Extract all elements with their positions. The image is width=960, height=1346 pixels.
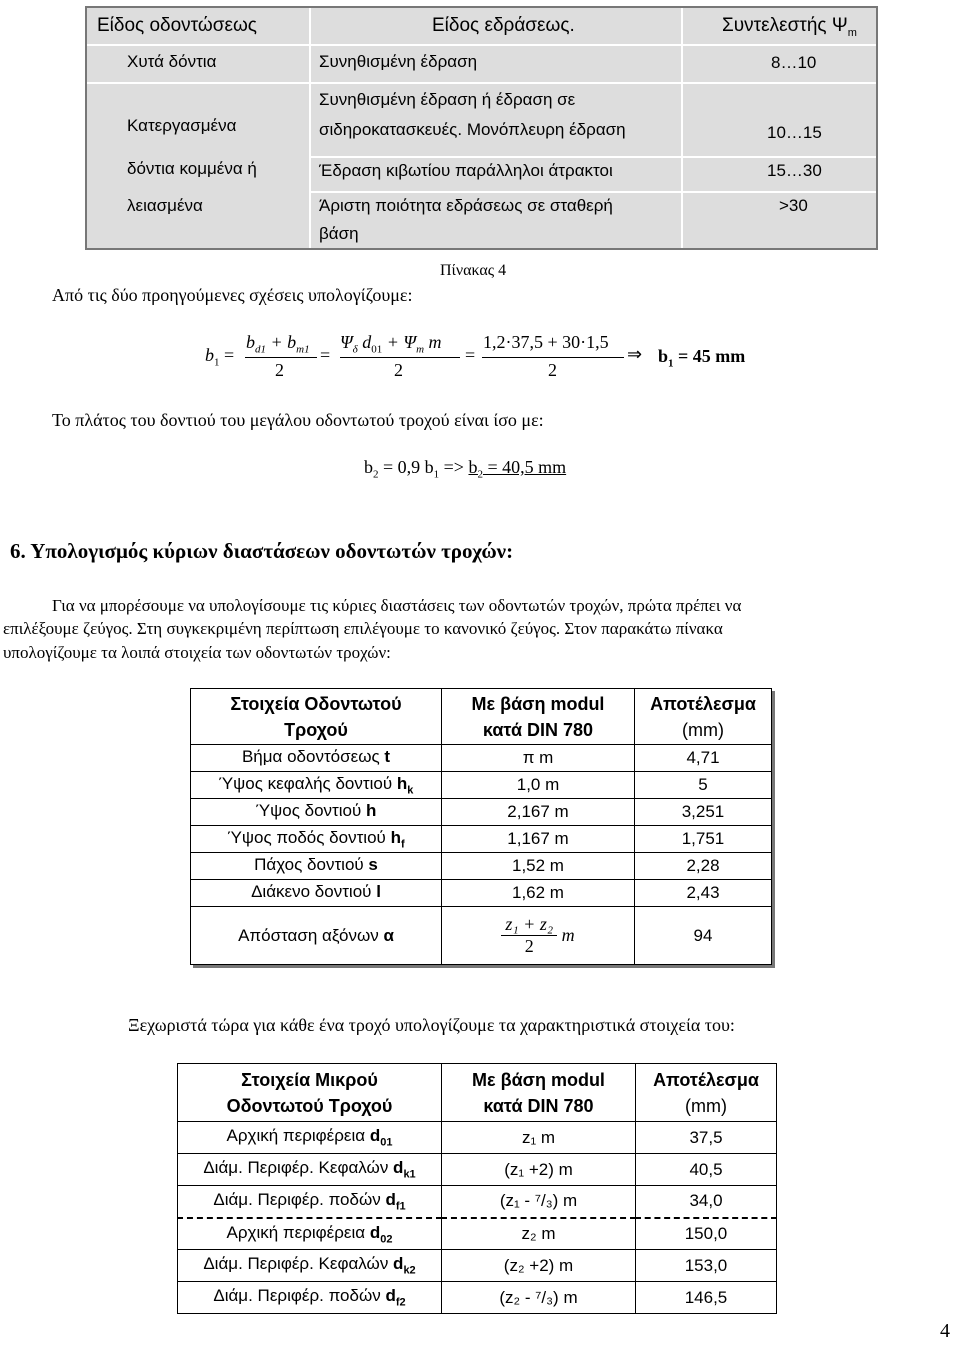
row-result: 2,43 [635, 880, 772, 907]
row-formula: (z₂ +2) m [442, 1250, 636, 1282]
table-row [191, 772, 772, 799]
row-formula: (z₁ +2) m [442, 1154, 636, 1186]
table-row [178, 1250, 777, 1282]
implies-arrow: ⇒ [627, 344, 643, 364]
formula-f1-den: 2 [275, 360, 284, 380]
t2-axis-label: Απόσταση αξόνων α [191, 907, 442, 965]
row-result: 4,71 [635, 745, 772, 772]
table-row [178, 1218, 777, 1250]
row-label: Ύψος ποδός δοντιού $h_f$ [191, 826, 442, 853]
table-row [191, 907, 772, 965]
row-label: Διάμ. Περιφέρ. Κεφαλών $d_{k2}$ [178, 1250, 442, 1282]
table-row [178, 1282, 777, 1314]
row-formula: 2,167 m [442, 799, 635, 826]
coef-1: 8…10 [771, 53, 817, 72]
fraction-bar-3 [482, 357, 624, 358]
bearing-2a: Συνηθισμένη έδραση ή έδραση σε [319, 90, 576, 109]
table-row [178, 1122, 777, 1154]
row-formula: π m [442, 745, 635, 772]
row-label: Πάχος δοντιού s [191, 853, 442, 880]
machined-teeth: Κατεργασμένα [127, 116, 237, 135]
table-caption: Πίνακας 4 [440, 262, 507, 279]
row-label: Αρχική περιφέρεια $d_{02}$ [178, 1218, 442, 1250]
t2-axis-result: 94 [635, 907, 772, 965]
text-each-gear: Ξεχωριστά τώρα για κάθε ένα τροχό υπολογίζουμε τα χαρακτηριστικά στοιχεία του: [128, 1015, 735, 1035]
formula-f3-num: 1,2·37,5 + 30·1,5 [483, 332, 609, 352]
header-bearing-type: Είδος εδράσεως. [432, 15, 575, 36]
table-row [178, 1186, 777, 1218]
row-formula: 1,62 m [442, 880, 635, 907]
formula-f3-den: 2 [548, 360, 557, 380]
row-formula: 1,167 m [442, 826, 635, 853]
t2-header-result: Αποτέλεσμα (mm) [635, 689, 772, 745]
bearing-4b: βάση [319, 224, 359, 243]
row-formula: z₁ m [442, 1122, 636, 1154]
table-row [191, 799, 772, 826]
row-result: 37,5 [636, 1122, 777, 1154]
coef-2: 10…15 [767, 123, 822, 142]
row-result: 2,28 [635, 853, 772, 880]
row-result: 1,751 [635, 826, 772, 853]
t2-header-elements: Στοιχεία Οδοντωτού Τροχού [191, 689, 442, 745]
header-tooth-type: Είδος οδοντώσεως [97, 15, 257, 36]
fraction-bar-2 [340, 357, 460, 358]
header-coefficient: Συντελεστής $\Psi_m$ [722, 15, 857, 39]
coef-4: >30 [779, 196, 808, 215]
t3-header-modul: Με βάση modul κατά DIN 780 [442, 1064, 636, 1122]
formula-f2-den: 2 [394, 360, 403, 380]
coef-3: 15…30 [767, 161, 822, 180]
table-row [191, 745, 772, 772]
t3-header-elements: Στοιχεία Μικρού Οδοντωτού Τροχού [178, 1064, 442, 1122]
t3-header-result: Αποτέλεσμα (mm) [636, 1064, 777, 1122]
small-gear-table [177, 1063, 777, 1314]
edrasi-table [85, 6, 878, 250]
row-formula: (z₂ - ⁷/₃) m [442, 1282, 636, 1314]
bearing-3: Έδραση κιβωτίου παράλληλοι άτρακτοι [319, 161, 613, 180]
para-line-3: υπολογίζουμε τα λοιπά στοιχεία των οδοντωτών τροχών: [3, 643, 391, 662]
t2-header-modul: Με βάση modul κατά DIN 780 [442, 689, 635, 745]
row-formula: z₂ m [442, 1218, 636, 1250]
formula-eq-2: = [320, 345, 331, 365]
table-row [191, 853, 772, 880]
formula-result: $b_1 = 45$ mm [658, 346, 746, 370]
para-line-2: επιλέξουμε ζεύγος. Στη συγκεκριμένη περίπτωση επιλέγουμε το κανονικό ζεύγος. Στον παρακάτω πίνακα [3, 619, 723, 638]
para-line-1: Για να μπορέσουμε να υπολογίσουμε τις κύριες διαστάσεις των οδοντωτών τροχών, πρώτα πρέπει να [52, 596, 742, 615]
table-row [191, 880, 772, 907]
cast-teeth: Χυτά δόντια [127, 52, 217, 71]
bearing-4a: Άριστη ποιότητα εδράσεως σε σταθερή [319, 196, 613, 215]
row-result: 34,0 [636, 1186, 777, 1218]
row-label: Διάκενο δοντιού l [191, 880, 442, 907]
fraction-bar-1 [245, 357, 317, 358]
t2-axis-formula: $\frac{\text{z₁ + z₂}}{2}$ m [442, 907, 635, 965]
page-number: 4 [940, 1320, 950, 1342]
row-label: Ύψος δοντιού h [191, 799, 442, 826]
row-label: Διάμ. Περιφέρ. Κεφαλών $d_{k1}$ [178, 1154, 442, 1186]
section-heading: 6. Υπολογισμός κύριων διαστάσεων οδοντωτών τροχών: [10, 539, 514, 563]
row-formula: 1,52 m [442, 853, 635, 880]
formula-f2-num: $\Psi_\delta$ $d_{01} + \Psi_m$ m [340, 332, 442, 356]
ground-teeth: λειασμένα [127, 196, 203, 215]
bearing-2b: σιδηροκατασκευές. Μονόπλευρη έδραση [319, 120, 626, 139]
cut-teeth: δόντια κομμένα ή [127, 159, 257, 178]
row-result: 150,0 [636, 1218, 777, 1250]
row-formula: 1,0 m [442, 772, 635, 799]
gear-elements-table [190, 688, 772, 965]
formula-eq-3: = [465, 345, 476, 365]
row-result: 40,5 [636, 1154, 777, 1186]
row-result: 146,5 [636, 1282, 777, 1314]
row-result: 3,251 [635, 799, 772, 826]
row-label: Αρχική περιφέρεια $d_{01}$ [178, 1122, 442, 1154]
formula-lhs: $b_1$ = [205, 345, 235, 369]
bearing-1: Συνηθισμένη έδραση [319, 52, 478, 71]
intro-text: Από τις δύο προηγούμενες σχέσεις υπολογίζουμε: [52, 285, 413, 305]
text-width: Το πλάτος του δοντιού του μεγάλου οδοντωτού τροχού είναι ίσο με: [52, 410, 544, 430]
row-label: Βήμα οδοντόσεως t [191, 745, 442, 772]
row-label: Ύψος κεφαλής δοντιού $h_k$ [191, 772, 442, 799]
row-result: 153,0 [636, 1250, 777, 1282]
b2-formula: $b_2 = 0,9$ $b_1 => b_2 = 40,5$ mm [364, 457, 567, 481]
formula-f1-num: $b_{d1} + b_{m1}$ [246, 332, 310, 356]
row-label: Διάμ. Περιφέρ. ποδών $d_{f1}$ [178, 1186, 442, 1218]
table-row [178, 1154, 777, 1186]
table-row [191, 826, 772, 853]
row-result: 5 [635, 772, 772, 799]
row-label: Διάμ. Περιφέρ. ποδών $d_{f2}$ [178, 1282, 442, 1314]
row-formula: (z₁ - ⁷/₃) m [442, 1186, 636, 1218]
